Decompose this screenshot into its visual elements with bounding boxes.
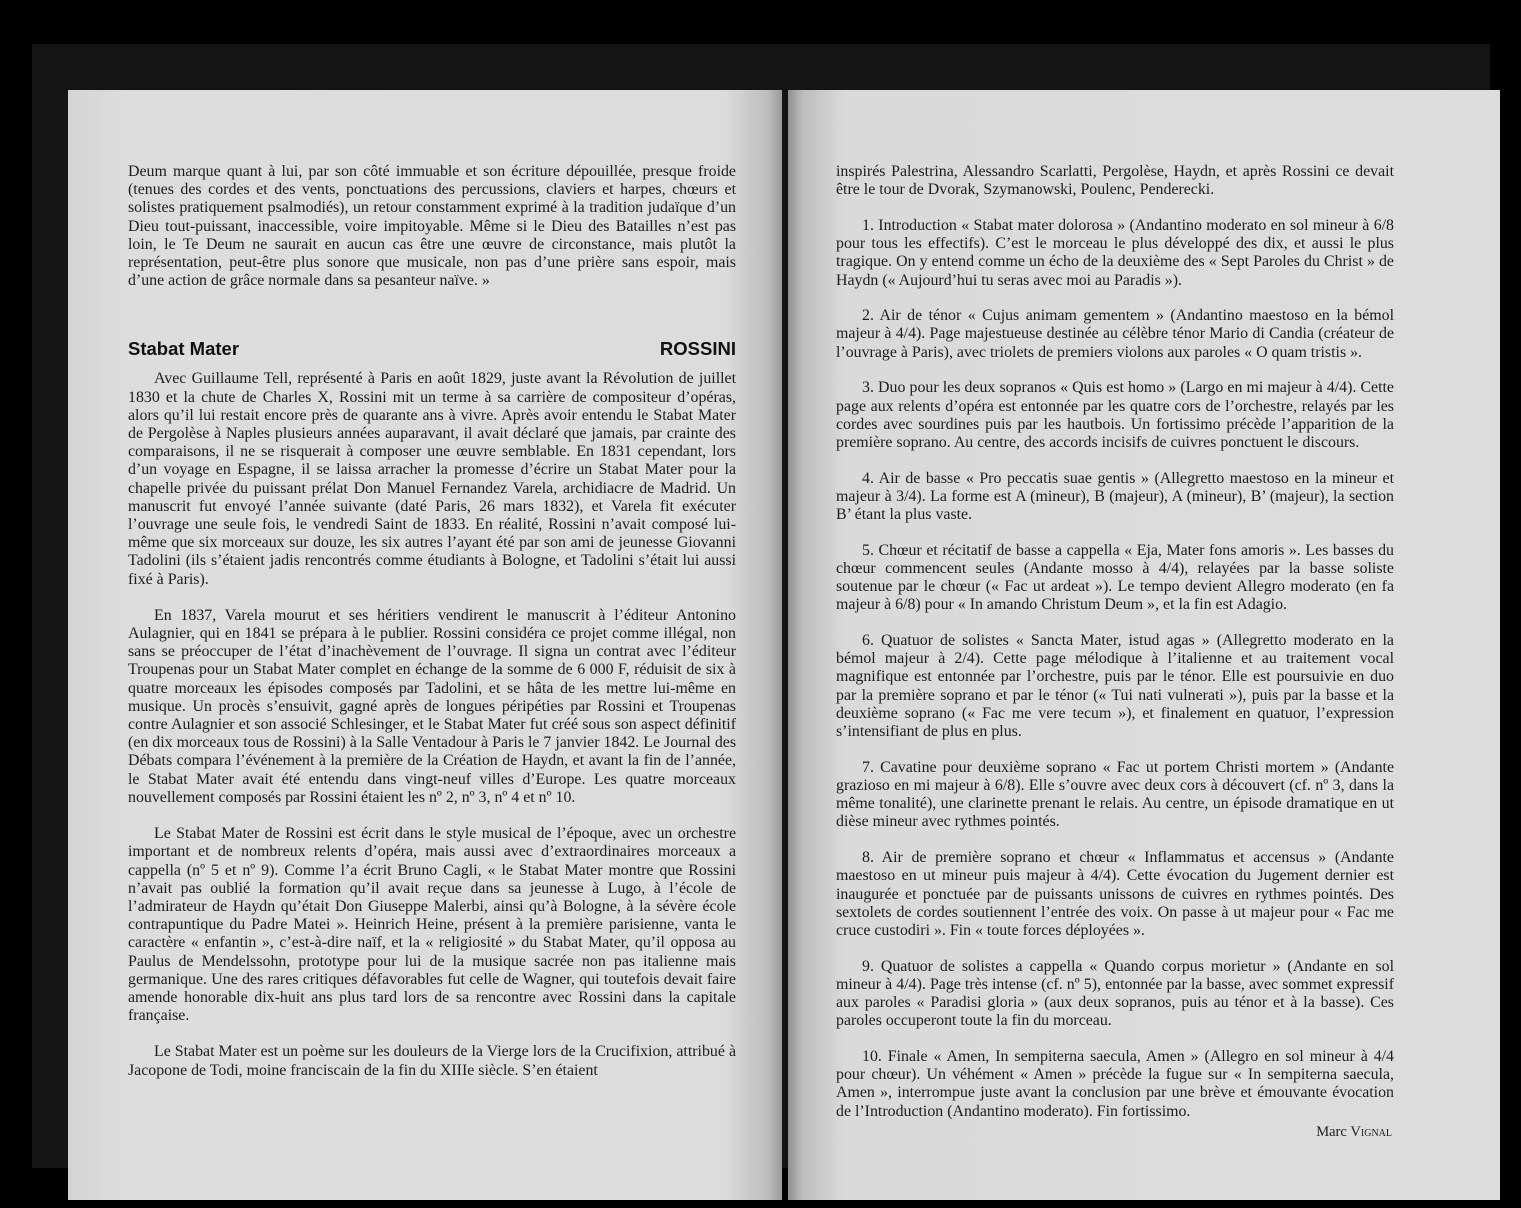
section-title: Stabat Mater bbox=[128, 338, 240, 360]
movement-entry: 2. Air de ténor « Cujus animam gementem » (Andantino maestoso en la bémol majeur à 4/4). Page majestueuse destinée au célèbre ténor Mario di Candia (créateur de l’ouvrage à Paris), avec triolets de premiers violons aux paroles « O quam tristis ». bbox=[836, 307, 1394, 361]
right-page bbox=[788, 90, 1500, 1200]
section-heading bbox=[128, 338, 736, 360]
body-paragraph: Avec Guillaume Tell, représenté à Paris en août 1829, juste avant la Révolution de juillet 1830 et la chute de Charles X, Rossini mit un terme à sa carrière de compositeur d’opéras, alors qu’il lui restait encore près de quarante ans à vivre. Après avoir entendu le Stabat Mater de Pergolèse à Naples plusieurs années auparavant, il avait déclaré que jamais, par crainte des comparaisons, il ne se risquerait à composer une œuvre semblable. En 1831 cependant, lors d’un voyage en Espagne, il se laissa arracher la promesse d’écrire un Stabat Mater pour la chapelle privée du puissant prélat Don Manuel Fernandez Varela, archidiacre de Madrid. Un manuscrit fut envoyé l’année suivante (daté Paris, 26 mars 1832), et Varela fit exécuter l’ouvrage une seule fois, le vendredi Saint de 1833. En réalité, Rossini n’avait composé lui-même que six morceaux sur douze, les six autres l’ayant été par son ami de jeunesse Giovanni Tadolini (ils s’étaient jadis rencontrés comme étudiants à Bologne, et Tadolini s’était lui aussi fixé à Paris). bbox=[128, 370, 736, 588]
signature-last-name: Vignal bbox=[1350, 1123, 1392, 1140]
booklet-spread bbox=[32, 44, 1490, 1168]
movement-entry: 10. Finale « Amen, In sempiterna saecula, Amen » (Allegro en sol mineur à 4/4 pour chœur). Un véhément « Amen » précède la fugue sur « In sempiterna saecula, Amen », interrompue juste avant la conclusion par une brève et émouvante évocation de l’Introduction (Andantino moderato). Fin fortissimo. bbox=[836, 1047, 1394, 1120]
movement-entry: 5. Chœur et récitatif de basse a cappella « Eja, Mater fons amoris ». Les basses du chœur commencent seules (Andante mosso à 4/4), relayées par la basse soliste soutenue par le chœur (« Fac ut ardeat »). Le tempo devient Allegro moderato (en fa majeur à 6/8) pour « In amando Christum Deum », et la fin est Adagio. bbox=[836, 541, 1394, 614]
movement-entry: 3. Duo pour les deux sopranos « Quis est homo » (Largo en mi majeur à 4/4). Cette page aux relents d’opéra est entonnée par les quatre cors de l’orchestre, relayés par les cordes avec sourdines puis par les hautbois. Un fortissimo précède l’apparition de la première soprano. Au centre, des accords incisifs de cuivres ponctuent le discours. bbox=[836, 379, 1394, 451]
movement-entry: 1. Introduction « Stabat mater dolorosa » (Andantino moderato en sol mineur à 6/8 pour tous les effectifs). C’est le morceau le plus développé des dix, et aussi le plus tragique. On y entend comme un écho de la deuxième des « Sept Paroles du Christ » de Haydn (« Aujourd’hui tu seras avec moi au Paradis »). bbox=[836, 216, 1394, 289]
body-paragraph: Le Stabat Mater est un poème sur les douleurs de la Vierge lors de la Crucifixion, attribué à Jacopone de Todi, moine franciscain de la fin du XIIIe siècle. S’en étaient bbox=[128, 1043, 736, 1079]
movement-entry: 6. Quatuor de solistes « Sancta Mater, istud agas » (Allegretto moderato en la bémol majeur à 2/4). Cette page mélodique à l’italienne et au traitement vocal magnifique est entonnée par l’orchestre, puis par le ténor. Elle est poursuivie en duo par la première soprano et par le ténor (« Tui nati vulnerati »), puis par la basse et la deuxième soprano (« Fac me vere tecum »), et finalement en quatuor, l’expression s’intensifiant de plus en plus. bbox=[836, 632, 1394, 741]
movement-entry: 9. Quatuor de solistes a cappella « Quando corpus morietur » (Andante en sol mineur à 4/4). Page très intense (cf. nº 5), entonnée par la basse, avec sommet expressif aux paroles « Paradisi gloria » (aux deux sopranos, puis au ténor et à la basse). Ces paroles occuperont toute la fin du morceau. bbox=[836, 957, 1394, 1030]
body-paragraph: En 1837, Varela mourut et ses héritiers vendirent le manuscrit à l’éditeur Antonino Aulagnier, qui en 1841 se prépara à le publier. Rossini considéra ce projet comme illégal, non sans se préoccuper de l’état d’inachèvement de l’ouvrage. Il signa un contrat avec l’éditeur Troupenas pour un Stabat Mater complet en échange de la somme de 6 000 F, réduisit de six à quatre morceaux les épisodes composés par Tadolini, et se hâta de les mettre lui-même en musique. Un procès s’ensuivit, gagné après de longues péripéties par Rossini et Troupenas contre Aulagnier et son associé Schlesinger, et le Stabat Mater fut créé sous son aspect définitif (en dix morceaux tous de Rossini) à la Salle Ventadour à Paris le 7 janvier 1842. Le Journal des Débats compara l’événement à la première de la Création de Haydn, et avant la fin de l’année, le Stabat Mater avait été entendu dans vingt-neuf villes d’Europe. Les quatre morceaux nouvellement composés par Rossini étaient les nº 2, nº 3, nº 4 et nº 10. bbox=[128, 606, 736, 806]
author-signature bbox=[836, 1123, 1394, 1141]
body-paragraph: Le Stabat Mater de Rossini est écrit dans le style musical de l’époque, avec un orchestre important et de nombreux relents d’opéra, mais aussi avec d’extraordinaires morceaux a cappella (nº 5 et nº 9). Comme l’a écrit Bruno Cagli, « le Stabat Mater montre que Rossini n’avait pas oublié la formation qu’il avait reçue dans sa jeunesse à Lugo, à l’école de l’admirateur de Haydn qu’était Don Giuseppe Malerbi, ainsi qu’à Bologne, à la sévère école contrapuntique du Padre Matei ». Heinrich Heine, présent à la première parisienne, vanta le caractère « enfantin », c’est-à-dire naïf, et la « religiosité » du Stabat Mater, qu’il opposa au Paulus de Mendelssohn, prototype pour lui de la musique sacrée non pas italienne mais germanique. Une des rares critiques défavorables fut celle de Wagner, qui toutefois devait faire amende honorable dix-huit ans plus tard lors de sa rencontre avec Rossini dans la capitale française. bbox=[128, 825, 736, 1025]
movement-entry: 4. Air de basse « Pro peccatis suae gentis » (Allegretto maestoso en la mineur et majeur à 3/4). La forme est A (mineur), B (majeur), A (mineur), B’ (majeur), la section B’ étant la plus vaste. bbox=[836, 469, 1394, 524]
left-intro-paragraph: Deum marque quant à lui, par son côté immuable et son écriture dépouillée, presque froide (tenues des cordes et des vents, ponctuations des percussions, claviers et harpes, chœurs et solistes pratiquement psalmodiés), un retour constamment exprimé à la tradition judaïque d’un Dieu tout-puissant, inaccessible, voire impitoyable. Même si le Dieu des Batailles n’est pas loin, le Te Deum ne saurait en aucun cas être une œuvre de circonstance, mais plutôt la représentation, peut-être plus sonore que musicale, non pas d’une prière sans espoir, mais d’une action de grâce normale dans sa pesanteur naïve. » bbox=[128, 163, 736, 290]
left-page bbox=[68, 90, 782, 1200]
right-intro-paragraph: inspirés Palestrina, Alessandro Scarlatti, Pergolèse, Haydn, et après Rossini ce devait être le tour de Dvorak, Szymanowski, Poulenc, Penderecki. bbox=[836, 163, 1394, 199]
section-composer: ROSSINI bbox=[659, 338, 736, 360]
movement-entry: 8. Air de première soprano et chœur « Inflammatus et accensus » (Andante maestoso en ut mineur puis majeur à 4/4). Cette évocation du Jugement dernier est inaugurée et ponctuée par de puissants unissons de cuivres en rythmes pointés. Des sextolets de cordes soutiennent l’entrée des voix. On passe à ut majeur pour « Fac me cruce custodiri ». Fin « toute forces déployées ». bbox=[836, 849, 1394, 939]
movement-entry: 7. Cavatine pour deuxième soprano « Fac ut portem Christi mortem » (Andante grazioso en mi majeur à 6/8). Elle s’ouvre avec deux cors à découvert (cf. nº 3, dans la même tonalité), une clarinette prenant le relais. Au centre, un épisode dramatique en ut dièse mineur avec rythmes pointés. bbox=[836, 758, 1394, 831]
signature-first-name: Marc bbox=[1316, 1123, 1347, 1140]
